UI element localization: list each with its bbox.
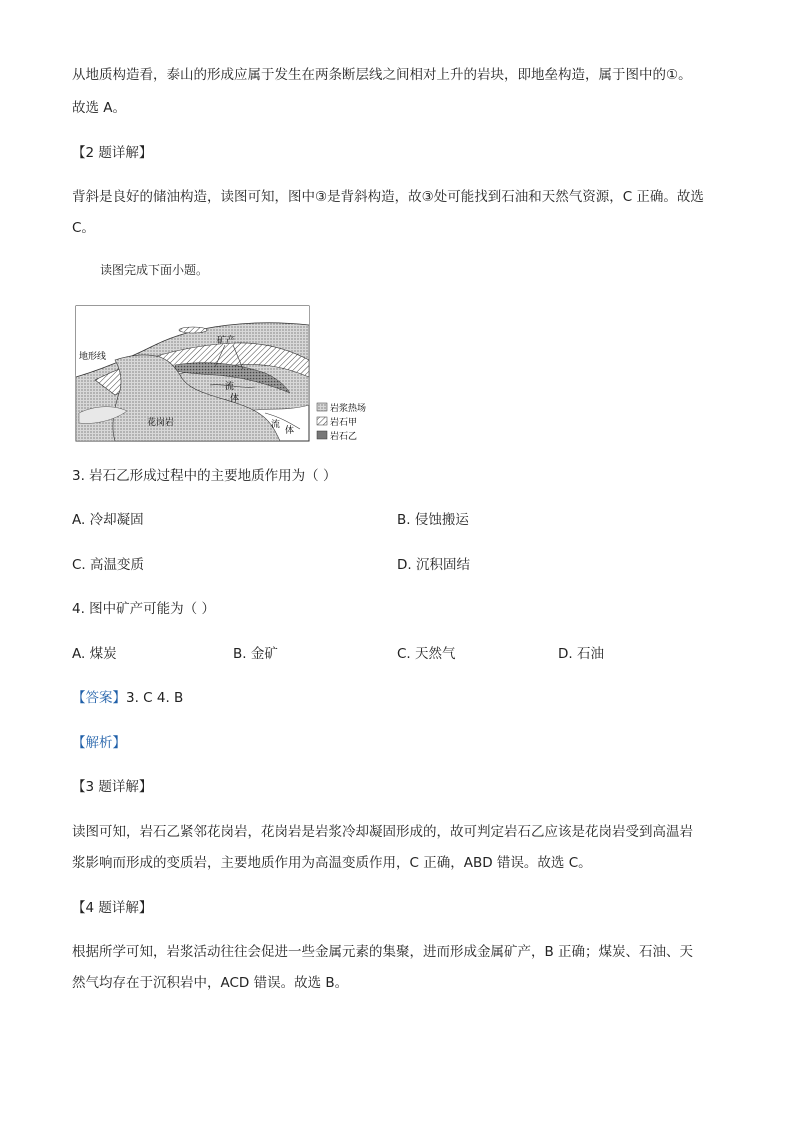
label-dixingxian: 地形线 [79, 352, 107, 362]
paragraph-line: 读图可知，岩石乙紧邻花岗岩，花岗岩是岩浆冷却凝固形成的，故可判定岩石乙应该是花岗岩受到高温岩 [72, 824, 693, 840]
legend-magma-label: 岩浆热场 [330, 404, 367, 414]
legend-rock-a-label: 岩石甲 [330, 418, 358, 428]
paragraph-line: 浆影响而形成的变质岩，主要地质作用为高温变质作用，C 正确，ABD 错误。故选 C。 [72, 855, 592, 871]
option-d: D. 沉积固结 [397, 557, 470, 573]
geology-figure [75, 305, 395, 445]
figure-caption: 读图完成下面小题。 [100, 263, 209, 277]
option-d: D. 石油 [558, 646, 604, 662]
label-ti2: 体 [285, 426, 295, 436]
paragraph-line: 然气均存在于沉积岩中，ACD 错误。故选 B。 [72, 975, 349, 991]
label-kuangchan: 矿产 [217, 336, 236, 346]
option-b: B. 金矿 [233, 646, 278, 662]
label-liu: 流 [225, 382, 235, 392]
section-heading: 【3 题详解】 [72, 779, 153, 795]
answer-value: 3. C 4. B [126, 690, 184, 706]
option-a: A. 冷却凝固 [72, 512, 144, 528]
option-b: B. 侵蚀搬运 [397, 512, 469, 528]
analysis-label: 【解析】 [72, 735, 126, 751]
option-a: A. 煤炭 [72, 646, 117, 662]
legend-swatch-rock-a [317, 417, 327, 425]
question-stem: 4. 图中矿产可能为（ ） [72, 601, 215, 617]
label-ti: 体 [230, 394, 240, 404]
label-liu2: 流 [271, 420, 281, 430]
legend-swatch-magma [317, 403, 327, 411]
label-huagangyan: 花岗岩 [147, 418, 175, 428]
option-c: C. 天然气 [397, 646, 456, 662]
paragraph-line: 背斜是良好的储油构造，读图可知，图中③是背斜构造，故③处可能找到石油和天然气资源，C 正确。故选 [72, 189, 704, 205]
option-c: C. 高温变质 [72, 557, 145, 573]
question-stem: 3. 岩石乙形成过程中的主要地质作用为（ ） [72, 468, 337, 484]
paragraph-line: 根据所学可知，岩浆活动往往会促进一些金属元素的集聚，进而形成金属矿产，B 正确；煤炭、石油、天 [72, 944, 694, 960]
paragraph-line: C。 [72, 220, 95, 236]
section-heading: 【4 题详解】 [72, 900, 153, 916]
section-heading: 【2 题详解】 [72, 145, 153, 161]
paragraph-line: 故选 A。 [72, 100, 127, 116]
legend-rock-b-label: 岩石乙 [330, 432, 358, 442]
legend-swatch-rock-b [317, 431, 327, 439]
answer-label: 【答案】 [72, 690, 126, 706]
answer-line [72, 688, 183, 708]
paragraph-line: 从地质构造看，泰山的形成应属于发生在两条断层线之间相对上升的岩块，即地垒构造，属于图中的①。 [72, 67, 692, 83]
